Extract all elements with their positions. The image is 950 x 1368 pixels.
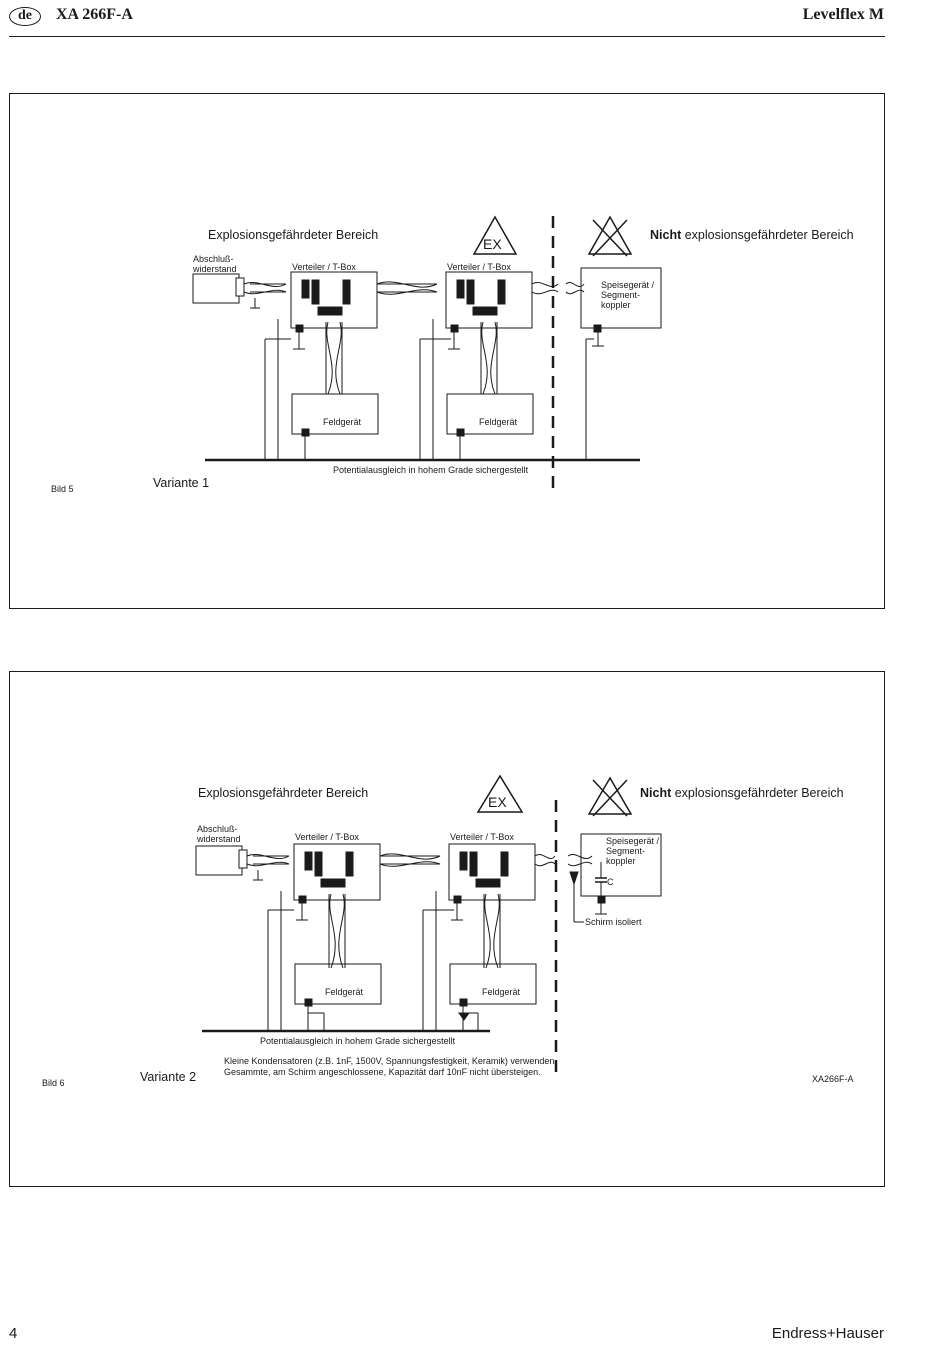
tbox-1-label: Verteiler / T-Box [295,832,359,842]
terminator-box [193,274,239,303]
figure-number: Bild 6 [42,1078,65,1088]
supply-label: Speisegerät / Segment- koppler [601,280,655,310]
field-device-1 [295,964,381,1004]
field-device-2-label: Feldgerät [482,987,521,997]
tbox-1-label: Verteiler / T-Box [292,262,356,272]
product-name: Levelflex M [802,6,884,23]
figure-2-panel [9,671,885,1187]
safe-area-label-rest: explosionsgefährdeter Bereich [681,228,854,242]
language-badge: de [9,7,41,26]
figure-2-diagram [10,672,884,1186]
field-device-1-label: Feldgerät [325,987,364,997]
ex-symbol-label: EX [483,236,502,252]
page-header [0,0,950,40]
safe-area-label-bold: Nicht [640,786,672,800]
document-id: XA 266F-A [56,6,133,23]
capacitor-note-line-1: Kleine Kondensatoren (z.B. 1nF, 1500V, Spannungsfestigkeit, Keramik) verwenden. [224,1056,557,1066]
header-rule [9,36,885,37]
safe-area-label-bold: Nicht [650,228,682,242]
figure-number: Bild 5 [51,484,74,494]
figure-1-diagram [10,94,884,608]
equipotential-label: Potentialausgleich in hohem Grade sichergestellt [333,465,529,475]
tbox-2-label: Verteiler / T-Box [450,832,514,842]
terminator-box [196,846,242,875]
field-device-2 [447,394,533,434]
field-device-2 [450,964,536,1004]
tbox-2-label: Verteiler / T-Box [447,262,511,272]
field-device-1 [292,394,378,434]
safe-area-label [650,228,854,242]
page-number: 4 [9,1325,18,1342]
safe-area-label [640,786,844,800]
hazard-area-label: Explosionsgefährdeter Bereich [208,228,379,242]
doc-code: XA266F-A [812,1074,854,1084]
figure-1-panel [9,93,885,609]
equipotential-label: Potentialausgleich in hohem Grade sichergestellt [260,1036,456,1046]
safe-area-label-rest: explosionsgefährdeter Bereich [671,786,844,800]
variant-label: Variante 2 [140,1070,197,1084]
ex-crossed-icon [589,778,631,816]
variant-label: Variante 1 [153,476,210,490]
ex-crossed-icon [589,217,631,256]
field-device-1-label: Feldgerät [323,417,362,427]
supply-label: Speisegerät / Segment- koppler [606,836,660,866]
terminator-label: Abschluß- widerstand [193,254,237,274]
ex-symbol-label: EX [488,794,507,810]
field-device-2-label: Feldgerät [479,417,518,427]
brand-name: Endress+Hauser [771,1325,884,1342]
hazard-area-label: Explosionsgefährdeter Bereich [198,786,369,800]
capacitor-label: C [607,877,614,887]
terminator-label: Abschluß- widerstand [197,824,241,844]
capacitor-note-line-2: Gesammte, am Schirm angeschlossene, Kapazität darf 10nF nicht übersteigen. [224,1067,541,1077]
shield-isolated-label: Schirm isoliert [585,917,642,927]
